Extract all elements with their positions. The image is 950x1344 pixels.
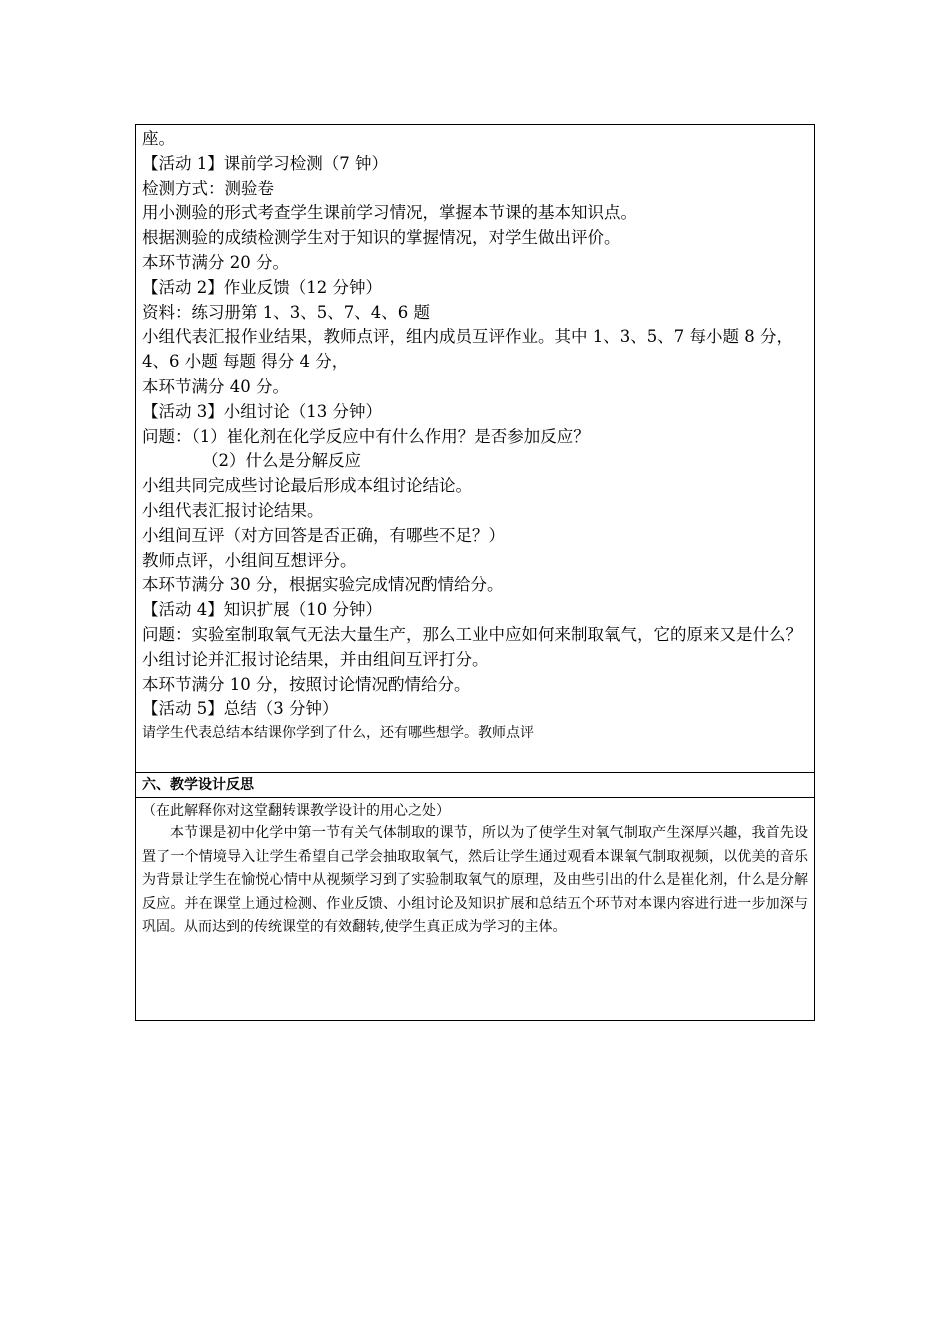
text-line: 小组间互评（对方回答是否正确，有哪些不足？）	[142, 525, 505, 545]
reflection-paragraph: 本节课是初中化学中第一节有关气体制取的课节，所以为了使学生对氧气制取产生深厚兴趣，我首先设置了一个情境导入让学生希望自己学会抽取取氧气，然后让学生通过观看本课氧气制取视频，以优美的音乐为背景让学生在愉悦心情中从视频学习到了实验制取氧气的原理，及由些引出的什么是崔化剂，什么是分解反应。并在课堂上通过检测、作业反馈、小组讨论及知识扩展和总结五个环节对本课内容进行进一步加深与巩固。从而达到的传统课堂的有效翻转,使学生真正成为学习的主体。	[142, 825, 808, 935]
text-line: 检测方式：测验卷	[142, 178, 274, 198]
text-line: 小组共同完成些讨论最后形成本组讨论结论。	[142, 476, 472, 496]
activity-2-heading: 【活动 2】作业反馈（12 分钟）	[142, 277, 382, 297]
text-line: 教师点评，小组间互想评分。	[142, 550, 357, 570]
activities-cell	[136, 125, 815, 773]
text-line: 用小测验的形式考查学生课前学习情况，掌握本节课的基本知识点。	[142, 203, 637, 223]
text-line: 本环节满分 40 分。	[142, 376, 289, 396]
question-2: （2）什么是分解反应	[202, 451, 361, 471]
text-line: 座。	[142, 129, 175, 148]
activity-3-heading: 【活动 3】小组讨论（13 分钟）	[142, 401, 382, 421]
activity-4-heading: 【活动 4】知识扩展（10 分钟）	[142, 600, 382, 620]
expansion-question-paragraph: 问题：实验室制取氧气无法大量生产，那么工业中应如何来制取氧气，它的原来又是什么？	[142, 624, 802, 644]
question-1: 问题：（1）崔化剂在化学反应中有什么作用？是否参加反应？	[142, 426, 590, 446]
activity-1-heading: 【活动 1】课前学习检测（7 钟）	[142, 153, 388, 173]
reflection-heading: 六、教学设计反思	[136, 773, 815, 798]
text-line: 本环节满分 10 分，按照讨论情况酌情给分。	[142, 674, 471, 694]
text-line: 根据测验的成绩检测学生对于知识的掌握情况，对学生做出评价。	[142, 228, 621, 248]
activity-5-heading: 【活动 5】总结（3 分钟）	[142, 699, 339, 719]
summary-line: 请学生代表总结本结课你学到了什么，还有哪些想学。教师点评	[142, 725, 534, 742]
lesson-plan-table	[135, 124, 815, 1021]
homework-feedback-paragraph: 小组代表汇报作业结果，教师点评，组内成员互评作业。其中 1、3、5、7 每小题 8 分，4、6 小题 每题 得分 4 分，	[142, 327, 793, 372]
reflection-note: （在此解释你对这堂翻转课教学设计的用心之处）	[142, 803, 450, 819]
reflection-cell	[136, 798, 815, 1021]
text-line: 小组讨论并汇报讨论结果，并由组间互评打分。	[142, 649, 489, 669]
text-line: 本环节满分 20 分。	[142, 252, 289, 272]
text-line: 小组代表汇报讨论结果。	[142, 500, 324, 520]
text-line: 本环节满分 30 分，根据实验完成情况酌情给分。	[142, 575, 504, 595]
text-line: 资料：练习册第 1、3、5、7、4、6 题	[142, 302, 430, 322]
